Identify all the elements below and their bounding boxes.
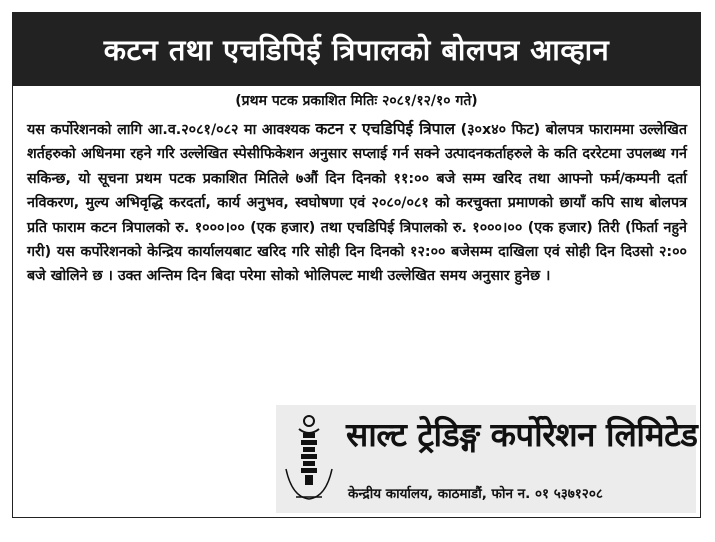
- notice-frame: [12, 12, 701, 518]
- office-address: केन्द्रीय कार्यालय, काठमाडौं, फोन न. ०१ ५३७१२०८: [348, 486, 603, 502]
- body-text-rest: (३०x४० फिट) बोलपत्र फाराममा उल्लेखित शर्तहरुको अधिनमा रहने गरि उल्लेखित स्पेसीफिकेशन अनुसार सप्लाई गर्न सक्ने उत्पादनकर्ताहरुले के कति दररेटमा उपलब्ध गर्न सकिन्छ, यो सूचना प्रथम पटक प्रकाशित मितिले ७औं दिन दिनको ११:०० बजे सम्म खरिद तथा आफ्नो फर्म/कम्पनी दर्ता नविकरण, मुल्य अभिवृद्धि करदर्ता, कार्य अनुभव, स्वघोषणा एवं २०८०/०८१ को करचुक्ता प्रमाणको छायाँ कपि साथ बोलपत्र प्रति फाराम कटन त्रिपालको रु. १०००।०० (एक हजार) तथा एचडिपिई त्रिपालको रु. १०००।०० (एक हजार) तिरी (फिर्ता नहुने गरी) यस कर्पोरेशनको केन्द्रिय कार्यालयबाट खरिद गरि सोही दिन दिनको १२:०० बजेसम्म दाखिला एवं सोही दिन दिउसो २:०० बजे खोलिने छ । उक्त अन्तिम दिन बिदा परेमा सोको भोलिपल्ट माथी उल्लेखित समय अनुसार हुनेछ ।: [27, 122, 687, 285]
- notice-title: कटन तथा एचडिपिई त्रिपालको बोलपत्र आव्हान: [103, 33, 610, 67]
- company-footer: [276, 405, 696, 513]
- publication-date: (प्रथम पटक प्रकाशित मितिः २०८१/१२/१० गते): [235, 93, 478, 109]
- body-emphasis: कटन र एचडिपिई त्रिपाल: [315, 120, 456, 138]
- company-name: साल्ट ट्रेडिङ्ग कर्पोरेशन लिमिटेड: [346, 415, 698, 454]
- notice-body: [27, 117, 687, 289]
- body-text-start: यस कर्पोरेशनको लागि आ.व.२०८१/०८२ मा आवश्यक: [27, 122, 316, 138]
- salt-trading-emblem-icon: [282, 409, 336, 505]
- title-bar: [13, 13, 700, 86]
